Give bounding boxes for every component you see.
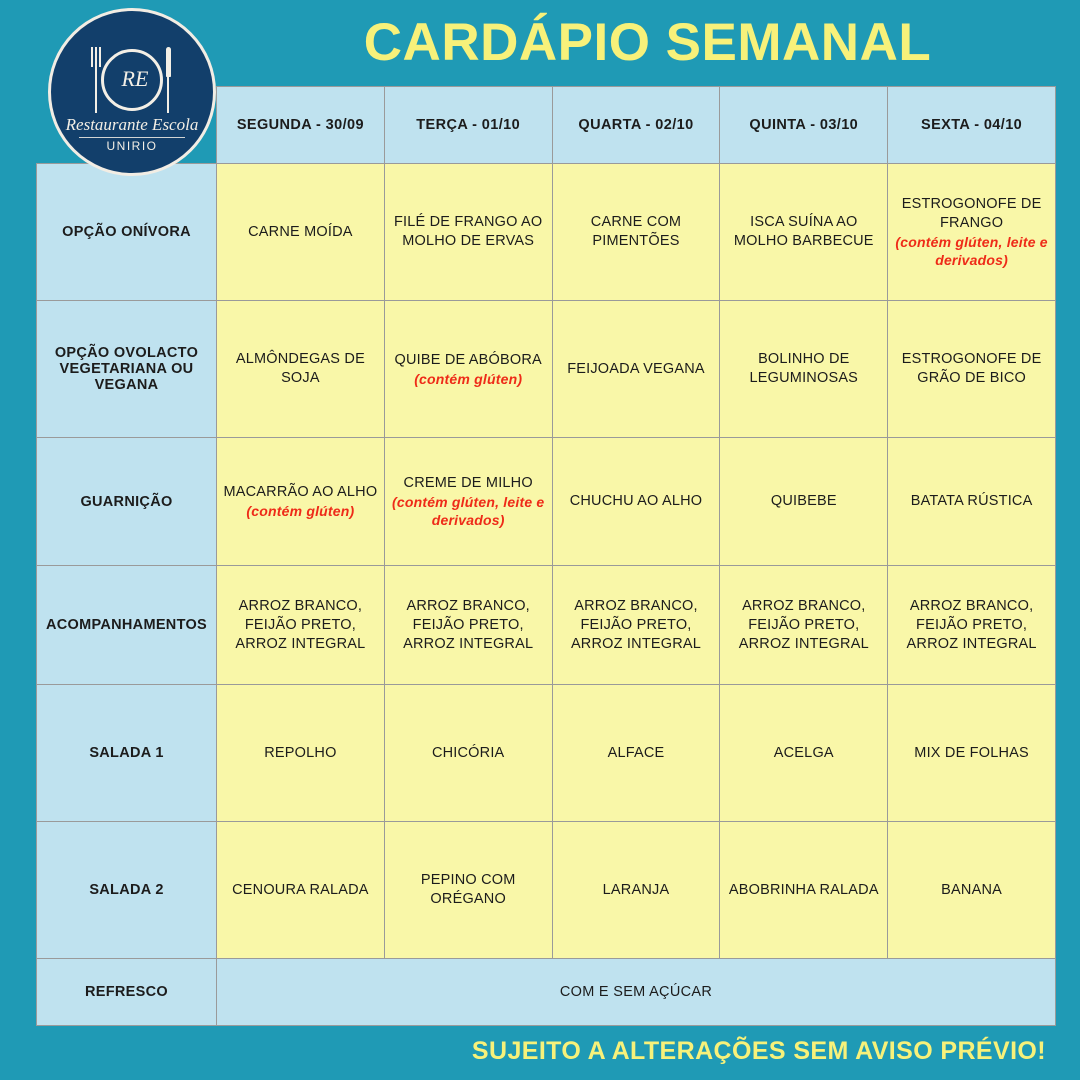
cell-salada1-wednesday <box>552 685 720 822</box>
cell-salada1-thursday <box>720 685 888 822</box>
cell-text: PEPINO COM ORÉGANO <box>420 872 516 907</box>
cell-text: CARNE COM PIMENTÕES <box>590 214 682 249</box>
cell-text: ARROZ BRANCO, FEIJÃO PRETO, ARROZ INTEGRAL <box>403 597 534 652</box>
cell-text: ALMÔNDEGAS DE SOJA <box>235 351 365 386</box>
knife-icon <box>163 47 173 113</box>
cell-text: ARROZ BRANCO, FEIJÃO PRETO, ARROZ INTEGRAL <box>235 597 366 652</box>
cell-text: ESTROGONOFE DE GRÃO DE BICO <box>901 351 1042 386</box>
allergen-warning: (contém glúten, leite e derivados) <box>895 234 1048 268</box>
table-row <box>37 685 1056 822</box>
footer-note: SUJEITO A ALTERAÇÕES SEM AVISO PRÉVIO! <box>471 1037 1046 1065</box>
restaurant-logo <box>48 8 216 176</box>
row-header-guarnicao: GUARNIÇÃO <box>37 438 217 566</box>
page-title: CARDÁPIO SEMANAL <box>363 13 932 72</box>
column-header-thursday: QUINTA - 03/10 <box>720 87 888 164</box>
cell-text: BANANA <box>941 881 1003 898</box>
cell-onivora-friday <box>888 164 1056 301</box>
cell-text: BOLINHO DE LEGUMINOSAS <box>749 351 859 386</box>
cell-text: ARROZ BRANCO, FEIJÃO PRETO, ARROZ INTEGRAL <box>738 597 869 652</box>
cell-text: ACELGA <box>773 744 834 761</box>
cell-text: FILÉ DE FRANGO AO MOLHO DE ERVAS <box>393 214 543 249</box>
allergen-warning: (contém glúten) <box>414 370 523 387</box>
cell-text: ALFACE <box>607 744 665 761</box>
cell-vegetariana-friday <box>888 301 1056 438</box>
table-row <box>37 566 1056 685</box>
cell-salada2-thursday <box>720 822 888 959</box>
cell-text: ISCA SUÍNA AO MOLHO BARBECUE <box>733 214 874 249</box>
cell-vegetariana-monday <box>217 301 385 438</box>
row-header-acompanhamentos: ACOMPANHAMENTOS <box>37 566 217 685</box>
cell-vegetariana-tuesday <box>384 301 552 438</box>
cell-acompanhamentos-friday <box>888 566 1056 685</box>
cell-text: BATATA RÚSTICA <box>910 493 1033 509</box>
table-row <box>37 822 1056 959</box>
allergen-warning: (contém glúten) <box>246 503 355 519</box>
table-row <box>37 164 1056 301</box>
cell-onivora-monday <box>217 164 385 301</box>
menu-table <box>36 86 1056 1026</box>
cell-salada2-wednesday <box>552 822 720 959</box>
column-header-friday: SEXTA - 04/10 <box>888 87 1056 164</box>
column-header-monday: SEGUNDA - 30/09 <box>217 87 385 164</box>
cell-text: CREME DE MILHO <box>403 475 533 491</box>
cell-salada2-friday <box>888 822 1056 959</box>
cell-salada1-monday <box>217 685 385 822</box>
fork-icon <box>91 47 101 113</box>
cell-acompanhamentos-thursday <box>720 566 888 685</box>
plate-icon <box>101 49 163 111</box>
cell-text: QUIBE DE ABÓBORA <box>394 351 542 368</box>
cell-text: CENOURA RALADA <box>232 881 369 898</box>
logo-monogram: RE <box>121 66 149 91</box>
cell-onivora-wednesday <box>552 164 720 301</box>
row-header-vegetariana: OPÇÃO OVOLACTO VEGETARIANA OU VEGANA <box>37 301 217 438</box>
cell-salada1-friday <box>888 685 1056 822</box>
cell-guarnicao-monday <box>217 438 385 566</box>
cell-text: CHUCHU AO ALHO <box>569 493 703 509</box>
cell-text: QUIBEBE <box>770 493 837 509</box>
cell-salada2-tuesday <box>384 822 552 959</box>
cell-guarnicao-wednesday <box>552 438 720 566</box>
cell-text: CHICÓRIA <box>431 744 505 761</box>
cell-salada1-tuesday <box>384 685 552 822</box>
cell-text: ABOBRINHA RALADA <box>728 881 879 898</box>
column-header-wednesday: QUARTA - 02/10 <box>552 87 720 164</box>
logo-subtitle: UNIRIO <box>106 139 158 153</box>
cell-vegetariana-wednesday <box>552 301 720 438</box>
cell-text: CARNE MOÍDA <box>248 223 353 240</box>
cell-onivora-thursday <box>720 164 888 301</box>
cell-onivora-tuesday <box>384 164 552 301</box>
row-header-salada-1: SALADA 1 <box>37 685 217 822</box>
cell-acompanhamentos-wednesday <box>552 566 720 685</box>
row-header-refresco: REFRESCO <box>37 959 217 1026</box>
logo-name: Restaurante Escola <box>65 115 199 134</box>
table-row <box>37 959 1056 1026</box>
cell-text: MIX DE FOLHAS <box>914 744 1029 761</box>
row-header-salada-2: SALADA 2 <box>37 822 217 959</box>
cell-text: ARROZ BRANCO, FEIJÃO PRETO, ARROZ INTEGRAL <box>570 597 702 652</box>
cell-text: MACARRÃO AO ALHO <box>223 484 378 500</box>
row-header-onivora: OPÇÃO ONÍVORA <box>37 164 217 301</box>
cell-text: ARROZ BRANCO, FEIJÃO PRETO, ARROZ INTEGRAL <box>906 597 1037 652</box>
cell-salada2-monday <box>217 822 385 959</box>
table-row <box>37 438 1056 566</box>
cell-text: FEIJOADA VEGANA <box>567 360 705 377</box>
cell-guarnicao-friday <box>888 438 1056 566</box>
cell-text: REPOLHO <box>264 744 337 761</box>
cell-text: ESTROGONOFE DE FRANGO <box>901 196 1042 231</box>
column-header-tuesday: TERÇA - 01/10 <box>384 87 552 164</box>
cell-text: LARANJA <box>602 881 670 898</box>
logo-divider <box>79 137 185 138</box>
table-row <box>37 301 1056 438</box>
cell-acompanhamentos-monday <box>217 566 385 685</box>
cell-guarnicao-tuesday <box>384 438 552 566</box>
cell-acompanhamentos-tuesday <box>384 566 552 685</box>
allergen-warning: (contém glúten, leite e derivados) <box>391 494 545 528</box>
cell-vegetariana-thursday <box>720 301 888 438</box>
cell-guarnicao-thursday <box>720 438 888 566</box>
cell-refresco-value: COM E SEM AÇÚCAR <box>217 959 1056 1026</box>
